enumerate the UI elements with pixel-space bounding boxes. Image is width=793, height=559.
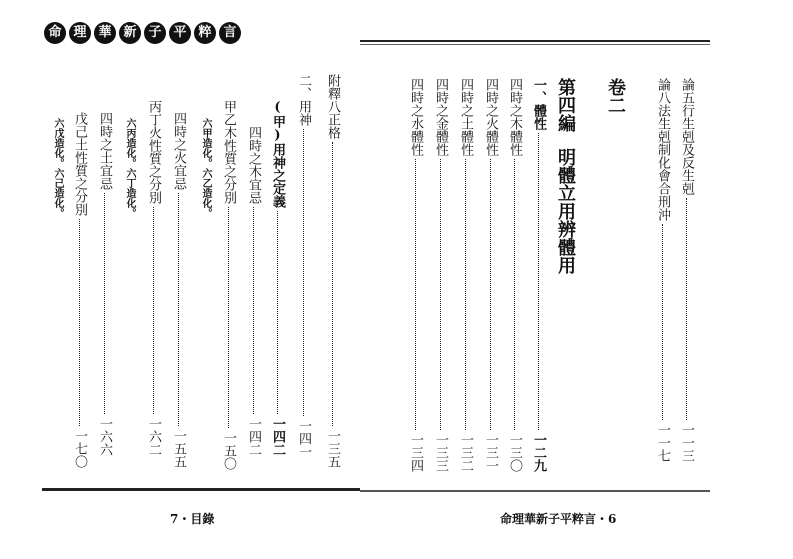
toc-leader-dots [79, 219, 80, 426]
toc-entry-page: 一六六 [97, 417, 112, 456]
footer-right-page-label: 命理華新子平粹言・6 [500, 512, 617, 526]
logo-char: 命 [44, 22, 66, 44]
toc-subentry [200, 118, 210, 218]
toc-entry-title: 四時之火體性 [483, 78, 498, 156]
toc-leader-dots [490, 159, 491, 430]
toc-entry-title: 丙丁火性質之分別 [146, 100, 161, 204]
toc-leader-dots [662, 224, 663, 420]
toc-entry[interactable] [532, 78, 545, 472]
logo-char: 理 [69, 22, 91, 44]
logo-char: 華 [94, 22, 116, 44]
toc-entry[interactable] [172, 112, 185, 468]
toc-entry[interactable] [434, 78, 447, 472]
toc-leader-dots [465, 159, 466, 430]
toc-entry-page: 一五五 [171, 429, 186, 468]
toc-entry-page: 一一三 [679, 423, 694, 462]
header-rule [360, 40, 710, 42]
toc-entry-page: 一三三 [433, 433, 448, 472]
toc-entry-page: 一二九 [531, 433, 546, 472]
toc-entry-title: 四時之木體性 [507, 78, 522, 156]
toc-entry[interactable] [271, 100, 284, 456]
chapter-heading [552, 78, 578, 274]
toc-entry[interactable] [98, 112, 111, 456]
toc-leader-dots [277, 211, 278, 414]
toc-leader-dots [415, 159, 416, 430]
toc-leader-dots [228, 207, 229, 428]
toc-entry-page: 一三〇 [507, 433, 522, 472]
toc-leader-dots [178, 193, 179, 426]
toc-entry-title: 四時之土宜忌 [97, 112, 112, 190]
toc-entry[interactable] [297, 74, 310, 458]
toc-entry-page: 一三四 [408, 433, 423, 472]
toc-entry-page: 一五〇 [221, 431, 236, 470]
toc-subentry-title: 六丙造化。六丁造化。 [124, 118, 135, 218]
volume-heading: 卷二 [605, 78, 626, 114]
toc-entry-title: 四時之水體性 [408, 78, 423, 156]
toc-leader-dots [514, 159, 515, 430]
toc-entry[interactable] [147, 100, 160, 456]
toc-entry[interactable] [459, 78, 472, 472]
toc-leader-dots [440, 159, 441, 430]
toc-leader-dots [538, 133, 539, 430]
chapter-number: 第四編 [555, 78, 576, 132]
toc-leader-dots [104, 193, 105, 414]
toc-leader-dots [686, 198, 687, 420]
toc-entry[interactable] [409, 78, 422, 472]
toc-entry[interactable] [680, 78, 693, 462]
toc-entry[interactable] [508, 78, 521, 472]
toc-entry-title: 附釋八正格 [325, 74, 340, 139]
toc-entry-page: 一七〇 [72, 429, 87, 468]
logo-char: 子 [144, 22, 166, 44]
toc-entry-title: 四時之火宜忌 [171, 112, 186, 190]
toc-entry-title: 論八法生剋制化會合刑沖 [655, 78, 670, 221]
footer-left-page-label: 7・目錄 [170, 512, 215, 526]
toc-entry-page: 一四一 [296, 419, 311, 458]
toc-entry-title: 四時之金體性 [433, 78, 448, 156]
toc-subentry-title: 六甲造化。六乙造化。 [200, 118, 211, 218]
toc-leader-dots [253, 207, 254, 414]
toc-leader-dots [303, 129, 304, 416]
toc-entry-title: 四時之木宜忌 [246, 126, 261, 204]
toc-entry-title: 一、體性 [531, 78, 546, 130]
footer-rule-right [360, 490, 710, 492]
toc-entry-title: 四時之土體性 [458, 78, 473, 156]
toc-entry-page: 一六二 [146, 417, 161, 456]
toc-entry-page: 一四二 [270, 417, 285, 456]
toc-entry-page: 一四二 [246, 417, 261, 456]
logo-char: 平 [169, 22, 191, 44]
toc-entry-title: 論五行生剋及反生剋 [679, 78, 694, 195]
header-logo [44, 22, 241, 44]
toc-subentry-title: 六戊造化。六己造化。 [52, 118, 63, 218]
toc-entry-title: (甲)用神之定義 [270, 100, 285, 208]
toc-subentry [124, 118, 134, 218]
toc-entry[interactable] [247, 126, 260, 456]
toc-entry[interactable] [222, 100, 235, 470]
toc-entry-page: 一三二 [458, 433, 473, 472]
toc-leader-dots [153, 207, 154, 414]
toc-entry[interactable] [73, 112, 86, 468]
toc-leader-dots [332, 142, 333, 426]
toc-entry[interactable] [484, 78, 497, 472]
toc-subentry [52, 118, 62, 218]
logo-char: 新 [119, 22, 141, 44]
header-rule-thin [360, 44, 710, 45]
toc-entry[interactable] [656, 78, 669, 462]
toc-entry-title: 二、用神 [296, 74, 311, 126]
toc-entry-title: 戊己土性質之分別 [72, 112, 87, 216]
chapter-title: 明體立用辨體用 [555, 148, 576, 274]
toc-entry-page: 一三一 [483, 433, 498, 472]
logo-char: 言 [219, 22, 241, 44]
logo-char: 粹 [194, 22, 216, 44]
toc-entry-page: 一三五 [325, 429, 340, 468]
footer-rule [42, 488, 360, 491]
toc-entry-title: 甲乙木性質之分別 [221, 100, 236, 204]
toc-entry[interactable] [326, 74, 339, 468]
toc-entry-page: 一一七 [655, 423, 670, 462]
